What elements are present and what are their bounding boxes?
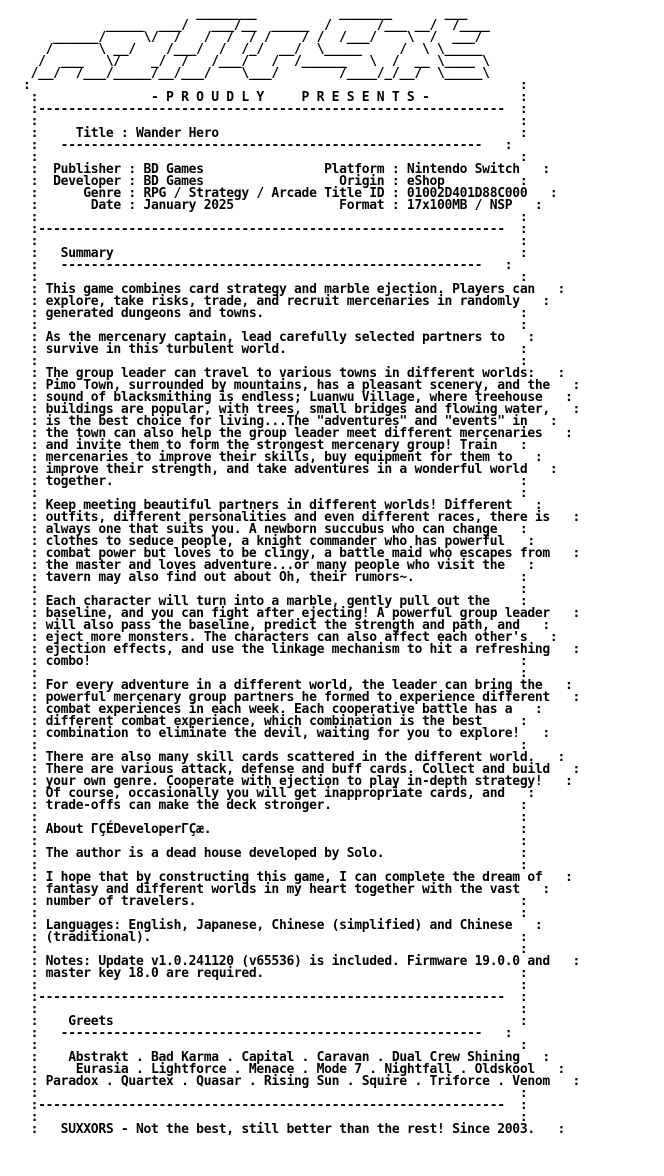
title-line: : Title : Wander Hero : bbox=[8, 126, 528, 141]
section-rule: :-------------------------------------------------------------- : bbox=[8, 1098, 528, 1113]
summary-line: : Each character will turn into a marble, gently pull out the : bbox=[8, 594, 528, 609]
summary-line: : different combat experience, which combination is the best : bbox=[8, 714, 528, 729]
blank-line: : : bbox=[8, 210, 528, 225]
summary-line: : combo! : bbox=[8, 654, 528, 669]
summary-line: : together. : bbox=[8, 474, 528, 489]
summary-line: : : bbox=[8, 810, 528, 825]
summary-line: : I hope that by constructing this game, I can complete the dream of : bbox=[8, 870, 573, 885]
greets-line: : Paradox . Quartex . Quasar . Rising Sun . Squire . Triforce . Venom : bbox=[8, 1074, 581, 1089]
logo-line: ________ _______ ___ bbox=[8, 6, 468, 21]
info-developer: : Developer : BD Games Origin : eShop : bbox=[8, 174, 528, 189]
summary-line: : (traditional). : bbox=[8, 930, 528, 945]
blank-line: : : bbox=[8, 978, 528, 993]
summary-line: : This game combines card strategy and marble ejection. Players can : bbox=[8, 282, 565, 297]
summary-line: : explore, take risks, trade, and recruit mercenaries in randomly : bbox=[8, 294, 550, 309]
blank-line: : : bbox=[8, 150, 528, 165]
summary-line: : The group leader can travel to various towns in different worlds: : bbox=[8, 366, 565, 381]
info-genre: : Genre : RPG / Strategy / Arcade Title ID : 01002D401D88C000 : bbox=[8, 186, 558, 201]
blank-line: : : bbox=[8, 1086, 528, 1101]
summary-line: : : bbox=[8, 318, 528, 333]
summary-line: : : bbox=[8, 666, 528, 681]
greets-heading: : Greets : bbox=[8, 1014, 528, 1029]
section-dash-rule: : -------------------------------------------------------- : bbox=[8, 1026, 513, 1041]
summary-line: : combat experiences in each week. Each cooperative battle has a : bbox=[8, 702, 543, 717]
summary-line: : combination to eliminate the devil, waiting for you to explore! : bbox=[8, 726, 550, 741]
summary-line: : : bbox=[8, 582, 528, 597]
summary-line: : always one that suits you. A newborn succubus who can change : bbox=[8, 522, 528, 537]
summary-line: : Pimo Town, surrounded by mountains, has a pleasant scenery, and the : bbox=[8, 378, 581, 393]
summary-line: : outfits, different personalities and even different races, there is : bbox=[8, 510, 581, 525]
summary-line: : the town can also help the group leader meet different mercenaries : bbox=[8, 426, 573, 441]
frame-line: : : bbox=[8, 78, 528, 93]
summary-line: : sound of blacksmithing is endless; Luanwu Village, where treehouse : bbox=[8, 390, 573, 405]
summary-line: : buildings are popular, with trees, small bridges and flowing water, : bbox=[8, 402, 581, 417]
greets-line: : Eurasia . Lightforce . Menace . Mode 7 . Nightfall . Oldskool : bbox=[8, 1062, 565, 1077]
summary-line: : : bbox=[8, 834, 528, 849]
summary-line: : generated dungeons and towns. : bbox=[8, 306, 528, 321]
summary-line: : tavern may also find out about Oh, their rumors~. : bbox=[8, 570, 528, 585]
summary-line: : : bbox=[8, 354, 528, 369]
section-dash-rule: : -------------------------------------------------------- : bbox=[8, 258, 513, 273]
section-rule: :-------------------------------------------------------------- : bbox=[8, 102, 528, 117]
summary-line: : Keep meeting beautiful partners in different worlds! Different : bbox=[8, 498, 543, 513]
proudly-presents: : - P R O U D L Y P R E S E N T S - : bbox=[8, 90, 528, 105]
summary-line: : your own genre. Cooperate with ejection to play in-depth strategy! : bbox=[8, 774, 573, 789]
section-rule: :-------------------------------------------------------------- : bbox=[8, 990, 528, 1005]
blank-line: : : bbox=[8, 270, 528, 285]
blank-line: : : bbox=[8, 234, 528, 249]
logo-line: / \ __/ /___/ / /_/ __/ \_____ / \ \_____ bbox=[8, 42, 483, 57]
info-publisher: : Publisher : BD Games Platform : Nintendo Switch : bbox=[8, 162, 550, 177]
summary-line: : : bbox=[8, 858, 528, 873]
section-rule: :-------------------------------------------------------------- : bbox=[8, 222, 528, 237]
summary-line: : trade-offs can make the deck stronger. : bbox=[8, 798, 528, 813]
summary-line: : improve their strength, and take adventures in a wonderful world : bbox=[8, 462, 558, 477]
summary-line: : Languages: English, Japanese, Chinese (simplified) and Chinese : bbox=[8, 918, 543, 933]
logo-line: _____ ___/ ___/__ _____ / /___ __/ /____ bbox=[8, 18, 490, 33]
summary-line: : : bbox=[8, 486, 528, 501]
greets-line: : Abstrakt . Bad Karma . Capital . Caravan . Dual Crew Shining : bbox=[8, 1050, 550, 1065]
section-dash-rule: : -------------------------------------------------------- : bbox=[8, 138, 513, 153]
summary-line: : and invite them to form the strongest mercenary group! Train : bbox=[8, 438, 528, 453]
blank-line: : : bbox=[8, 1038, 528, 1053]
blank-line: : : bbox=[8, 1002, 528, 1017]
summary-line: : Of course, occasionally you will get inappropriate cards, and : bbox=[8, 786, 535, 801]
summary-line: : will also pass the baseline, predict the strength and path, and : bbox=[8, 618, 550, 633]
blank-line: : : bbox=[8, 1110, 528, 1125]
summary-line: : As the mercenary captain, lead carefully selected partners to : bbox=[8, 330, 535, 345]
summary-line: : There are also many skill cards scattered in the different world. : bbox=[8, 750, 565, 765]
summary-line: : combat power but loves to be clingy, a battle maid who escapes from : bbox=[8, 546, 581, 561]
summary-line: : The author is a dead house developed by Solo. : bbox=[8, 846, 528, 861]
summary-line: : the master and loves adventure...or many people who visit the : bbox=[8, 558, 535, 573]
logo-line: ______/ \/ / / / / / / / /___/ \ / ___/ bbox=[8, 30, 483, 45]
summary-line: : eject more monsters. The characters can also affect each other's : bbox=[8, 630, 558, 645]
summary-line: : is the best choice for living...The "adventures" and "events" in : bbox=[8, 414, 558, 429]
summary-line: : master key 18.0 are required. : bbox=[8, 966, 528, 981]
footer-line: : SUXXORS - Not the best, still better than the rest! Since 2003. : bbox=[8, 1122, 565, 1137]
blank-line: : : bbox=[8, 114, 528, 129]
summary-line: : : bbox=[8, 738, 528, 753]
logo-line: / ___ \/ _/ / /___/ / /______ \ / __ \____ \ bbox=[8, 54, 490, 69]
summary-line: : There are various attack, defense and buff cards. Collect and build : bbox=[8, 762, 581, 777]
summary-line: : baseline, and you can fight after ejecting! A powerful group leader : bbox=[8, 606, 581, 621]
nfo-document bbox=[8, 8, 580, 1136]
summary-heading: : Summary : bbox=[8, 246, 528, 261]
summary-line: : powerful mercenary group partners he formed to experience different : bbox=[8, 690, 581, 705]
summary-line: : survive in this turbulent world. : bbox=[8, 342, 528, 357]
summary-line: : mercenaries to improve their skills, buy equipment for them to : bbox=[8, 450, 543, 465]
summary-line: : About ΓÇÉDeveloperΓÇæ. : bbox=[8, 822, 528, 837]
summary-line: : ejection effects, and use the linkage mechanism to hit a refreshing : bbox=[8, 642, 581, 657]
logo-line: /__/ /___/_____/__/___/ \___/ /____/_/__/ \_____\ bbox=[8, 66, 490, 81]
summary-line: : Notes: Update v1.0.241120 (v65536) is included. Firmware 19.0.0 and : bbox=[8, 954, 581, 969]
info-date: : Date : January 2025 Format : 17x100MB / NSP : bbox=[8, 198, 543, 213]
summary-line: : : bbox=[8, 942, 528, 957]
summary-line: : clothes to seduce people, a knight commander who has powerful : bbox=[8, 534, 535, 549]
summary-line: : : bbox=[8, 906, 528, 921]
summary-line: : number of travelers. : bbox=[8, 894, 528, 909]
summary-line: : For every adventure in a different world, the leader can bring the : bbox=[8, 678, 573, 693]
summary-line: : fantasy and different worlds in my heart together with the vast : bbox=[8, 882, 550, 897]
